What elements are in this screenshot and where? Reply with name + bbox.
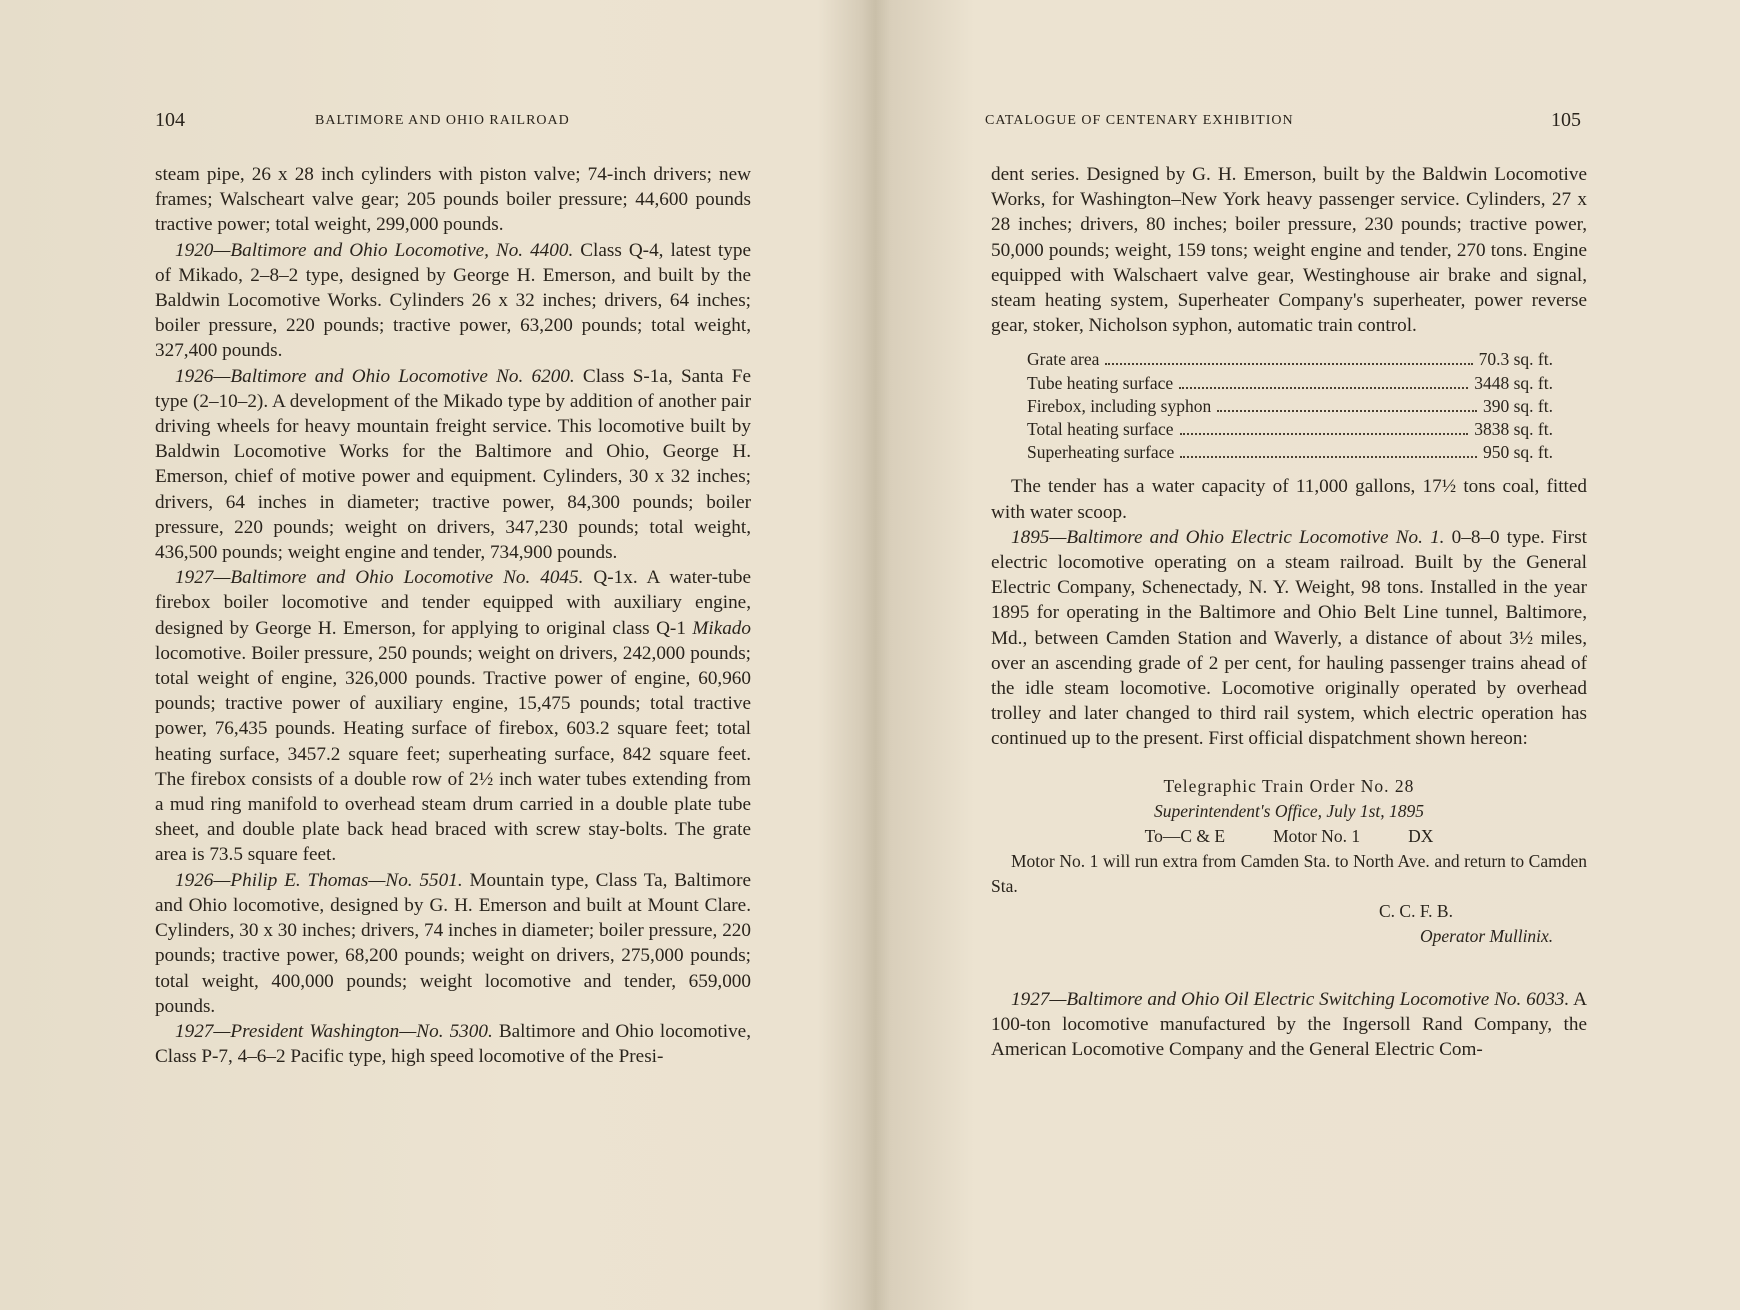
train-order-operator: Operator Mullinix. — [1420, 925, 1554, 946]
leader-dots — [1105, 363, 1472, 365]
right-page-header — [985, 109, 1581, 139]
entry-heading: 1926—Baltimore and Ohio Locomotive No. 6200. — [175, 365, 575, 387]
spec-row — [1027, 441, 1553, 464]
entry-text: Class S-1a, Santa Fe type (2–10–2). A development of the Mikado type by addition of another pair driving wheels for heavy mountain freight service. This locomotive built by Baldwin Locomotive Works for the Baltimore and Ohio, George H. Emerson, chief of motive power and equipment. Cylinders, 30 x 32 inches; drivers, 64 inches in diameter; tractive power, 84,300 pounds; boiler pressure, 220 pounds; weight on drivers, 347,230 pounds; total weight, 436,500 pounds; weight engine and tender, 734,900 pounds. — [155, 365, 751, 564]
spec-label: Firebox, including syphon — [1027, 395, 1212, 416]
spec-value: 950 sq. ft. — [1483, 442, 1553, 463]
entry-text: Class Q-4, latest type of Mikado, 2–8–2 type, designed by George H. Emerson, and built by the Baldwin Locomotive Works. Cylinders 26 x 32 inches; drivers, 64 inches; boiler pressure, 220 pounds; tractive power, 63,200 pounds; total weight, 327,400 pounds. — [155, 239, 751, 362]
train-order-body: Motor No. 1 will run extra from Camden Sta. to North Ave. and return to Camden Sta. — [991, 850, 1587, 896]
entry-text: Q-1x. A water-tube firebox boiler locomotive and tender equipped with auxiliary engine, designed by George H. Emerson, for applying to original class Q-1 — [155, 567, 751, 639]
entry-heading: 1927—President Washington—No. 5300. — [175, 1020, 493, 1042]
page-number: 104 — [155, 109, 185, 131]
entry-heading: 1926—Philip E. Thomas—No. 5501. — [175, 869, 463, 891]
entry-text: 0–8–0 type. First electric locomotive operating on a steam railroad. Built by the General Electric Company, Schenectady, N. Y. Weight, 98 tons. Installed in the year 1895 for operating in the Baltimore and Ohio Belt Line tunnel, Baltimore, Md., between Camden Station and Waverly, a distance of about 3½ miles, over an ascending grade of 2 per cent, for hauling passenger trains ahead of the idle steam locomotive. Locomotive originally operated by overhead trolley and later changed to third rail system, which electric operation has continued up to the present. First official dispatchment shown hereon: — [991, 526, 1587, 750]
entry-heading: 1895—Baltimore and Ohio Electric Locomotive No. 1. — [1011, 526, 1445, 548]
paragraph: steam pipe, 26 x 28 inch cylinders with piston valve; 74-inch drivers; new frames; Walscheart valve gear; 205 pounds boiler pressure; 44,600 pounds tractive power; total weight, 299,000 pounds. — [155, 164, 751, 236]
spec-row — [1027, 348, 1553, 371]
entry-text: A 100-ton locomotive manufactured by the Ingersoll Rand Company, the American Locomotive Company and the General Electric Com- — [991, 988, 1587, 1061]
left-page-header — [155, 109, 751, 139]
entry-heading: 1927—Baltimore and Ohio Oil Electric Switching Locomotive No. 6033. — [1011, 988, 1570, 1010]
spec-label: Grate area — [1027, 349, 1100, 370]
entry-text-italic: Mikado — [692, 617, 751, 639]
spec-value: 3838 sq. ft. — [1474, 419, 1553, 440]
spec-value: 390 sq. ft. — [1483, 395, 1553, 416]
running-title: BALTIMORE AND OHIO RAILROAD — [315, 113, 570, 128]
right-page — [870, 0, 1740, 1310]
train-order-title: Telegraphic Train Order No. 28 — [1163, 775, 1415, 796]
paragraph: dent series. Designed by G. H. Emerson, built by the Baldwin Locomotive Works, for Washington–New York heavy passenger service. Cylinders, 27 x 28 inches; drivers, 80 inches; boiler pressure, 230 pounds; tractive power, 50,000 pounds; weight, 159 tons; weight engine and tender, 270 tons. Engine equipped with Walschaert valve gear, Westinghouse air brake and signal, steam heating system, Superheater Company's superheater, power reverse gear, stoker, Nicholson syphon, automatic train control. — [991, 164, 1587, 337]
spec-row — [1027, 372, 1553, 395]
entry-heading: 1920—Baltimore and Ohio Locomotive, No. 4400. — [175, 239, 574, 261]
leader-dots — [1217, 410, 1477, 412]
entry-4400 — [155, 238, 751, 364]
train-order-signature: C. C. F. B. — [1379, 900, 1453, 921]
spec-value: 3448 sq. ft. — [1474, 372, 1553, 393]
page-number: 105 — [1551, 109, 1581, 131]
spec-label: Total heating surface — [1027, 419, 1174, 440]
specifications-table — [1027, 348, 1553, 464]
left-page-body — [155, 162, 751, 1069]
entry-text: locomotive. Boiler pressure, 250 pounds; weight on drivers, 242,000 pounds; total weight of engine, 326,000 pounds. Tractive power of engine, 60,960 pounds; tractive power of auxiliary engine, 15,475 pounds; total tractive power, 76,435 pounds. Heating surface of firebox, 603.2 square feet; total heating surface, 3457.2 square feet; superheating surface, 842 square feet. The firebox consists of a double row of 2½ inch water tubes extending from a mud ring manifold to overhead steam drum carried in a double plate tube sheet, and double plate back head braced with screw stay-bolts. The grate area is 73.5 square feet. — [155, 642, 751, 866]
entry-text: Mountain type, Class Ta, Baltimore and Ohio locomotive, designed by G. H. Emerson and built at Mount Clare. Cylinders, 30 x 30 inches; drivers, 74 inches in diameter; boiler pressure, 220 pounds; tractive power, 68,200 pounds; weight on drivers, 275,000 pounds; total weight, 400,000 pounds; weight locomotive and tender, 659,000 pounds. — [155, 869, 751, 1017]
entry-4045 — [155, 565, 751, 867]
leader-dots — [1180, 433, 1469, 435]
spec-label: Tube heating surface — [1027, 372, 1174, 393]
entry-6200 — [155, 364, 751, 566]
entry-electric-no-1 — [991, 525, 1587, 752]
spec-row — [1027, 395, 1553, 418]
entry-6033 — [991, 987, 1587, 1063]
train-order-to: To—C & E — [1144, 825, 1226, 846]
spec-label: Superheating surface — [1027, 442, 1175, 463]
spec-row — [1027, 418, 1553, 441]
paragraph: The tender has a water capacity of 11,000 gallons, 17½ tons coal, fitted with water scoop. — [991, 476, 1587, 523]
entry-text: Baltimore and Ohio locomotive, Class P-7, 4–6–2 Pacific type, high speed locomotive of the Presi- — [155, 1020, 751, 1068]
running-title: CATALOGUE OF CENTENARY EXHIBITION — [985, 113, 1294, 128]
entry-5501 — [155, 868, 751, 1019]
leader-dots — [1179, 387, 1468, 389]
entry-heading: 1927—Baltimore and Ohio Locomotive No. 4045. — [175, 567, 584, 589]
right-page-body — [991, 162, 1587, 1062]
leader-dots — [1180, 456, 1477, 458]
entry-5300 — [155, 1019, 751, 1069]
train-order-address — [991, 824, 1587, 849]
train-order-motor: Motor No. 1 — [1273, 825, 1361, 846]
train-order-office: Superintendent's Office, July 1st, 1895 — [1153, 800, 1425, 821]
train-order — [991, 774, 1587, 949]
train-order-dx: DX — [1408, 825, 1434, 846]
spec-value: 70.3 sq. ft. — [1478, 349, 1553, 370]
spacer — [991, 949, 1587, 987]
